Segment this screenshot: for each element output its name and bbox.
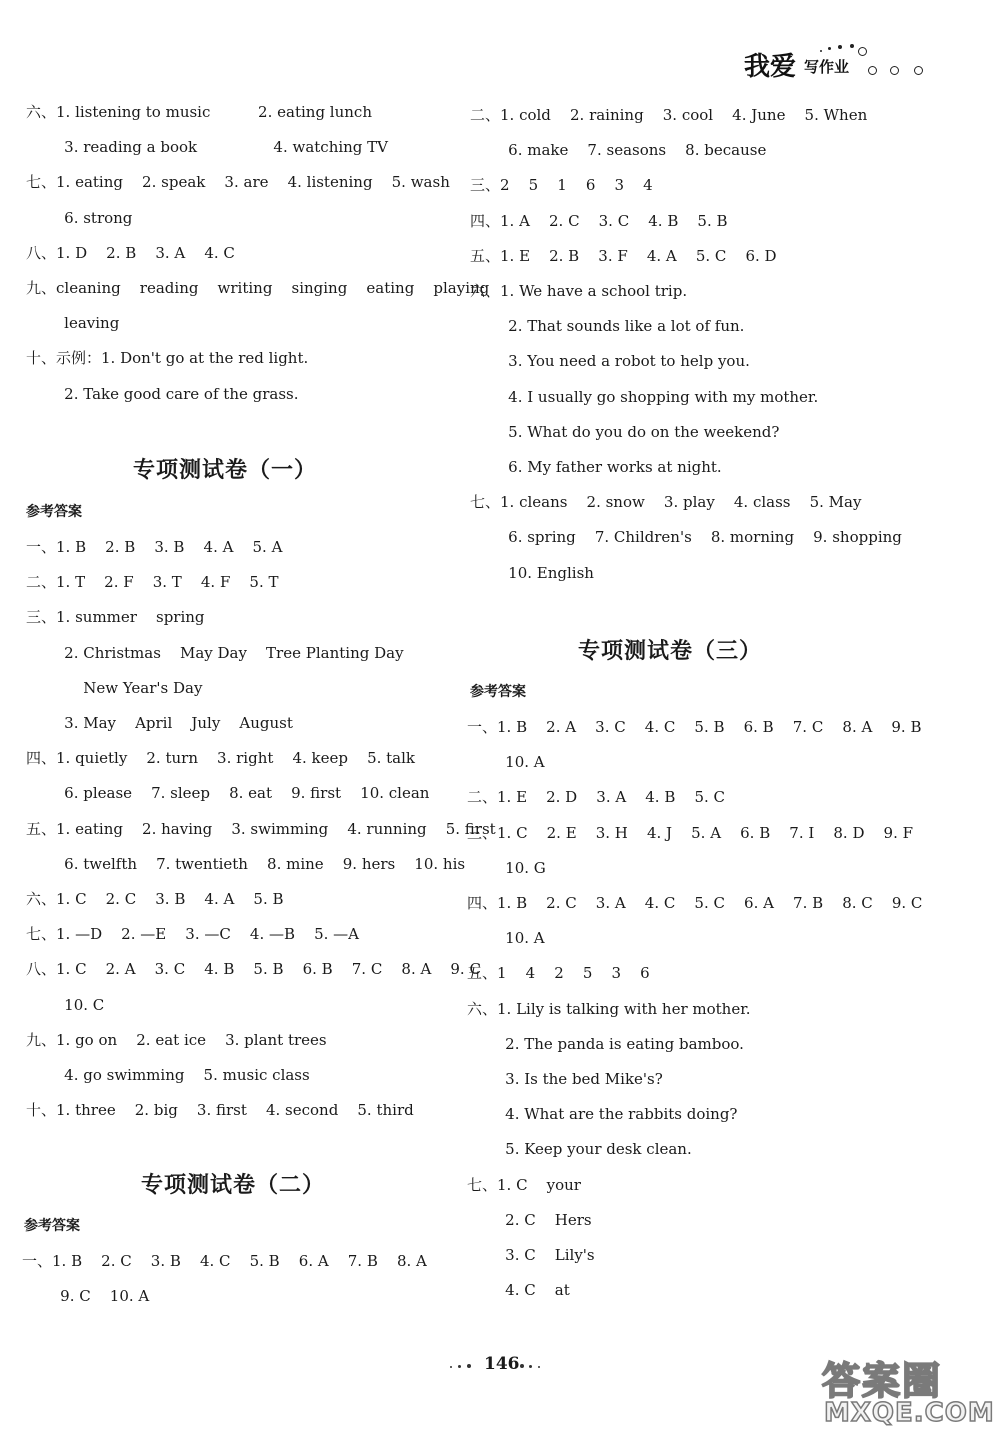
answer-line: 4. I usually go shopping with my mother. [470,387,819,406]
answer-line: 6. make 7. seasons 8. because [470,141,767,160]
brand-ring [858,47,867,56]
answer-line: 三、1. summer spring [26,608,205,627]
brand-dot [828,47,831,50]
brand-dot [820,50,822,52]
answer-line: 6. strong [26,208,133,227]
answer-line: 三、1. C 2. E 3. H 4. J 5. A 6. B 7. I 8. D 9. F [467,823,914,842]
answer-key-label: 参考答案 [26,504,82,520]
answer-line: 3. reading a book 4. watching TV [26,138,389,157]
brand-ring [868,66,877,75]
brand-dot [850,44,854,48]
answer-line: 6. spring 7. Children's 8. morning 9. shopping [470,528,902,547]
page-dot [467,1364,471,1368]
answer-line: 九、cleaning reading writing singing eating playing [26,279,490,297]
page-dot [538,1366,540,1368]
answer-line: 2. Christmas May Day Tree Planting Day [26,643,404,662]
answer-line: 三、2 5 1 6 3 4 [470,176,653,195]
answer-line: 一、1. B 2. B 3. B 4. A 5. A [26,538,283,556]
answer-line: 六、1. listening to music 2. eating lunch [26,103,372,121]
answer-line: 2. Take good care of the grass. [26,384,299,403]
answer-line: 3. You need a robot to help you. [470,352,750,371]
answer-line: 六、1. We have a school trip. [470,282,688,300]
answer-line: 4. C at [467,1281,570,1300]
answer-line: 2. C Hers [467,1210,592,1229]
answer-line: 4. What are the rabbits doing? [467,1105,738,1124]
page-dot [529,1365,532,1368]
answer-line: 5. Keep your desk clean. [467,1140,692,1159]
answer-line: 四、1. B 2. C 3. A 4. C 5. C 6. A 7. B 8. C 9. C [467,894,923,912]
answer-line: 10. English [470,563,594,582]
answer-line: 9. C 10. A [22,1287,150,1306]
answer-line: 九、1. go on 2. eat ice 3. plant trees [26,1030,327,1049]
answer-line: 6. please 7. sleep 8. eat 9. first 10. clean [26,784,430,803]
answer-line: 一、1. B 2. A 3. C 4. C 5. B 6. B 7. C 8. A 9. B [467,718,922,736]
answer-line: 二、1. E 2. D 3. A 4. B 5. C [467,788,725,807]
answer-line: 10. C [26,995,105,1014]
section-title: 专项测试卷（三） [578,639,763,664]
brand-dot [838,45,842,49]
answer-line: 五、1. eating 2. having 3. swimming 4. running 5. first [26,819,496,838]
watermark [822,1350,994,1436]
page-number: 146 [484,1354,520,1374]
answer-line: 十、1. three 2. big 3. first 4. second 5. third [26,1101,414,1120]
brand-ring [914,66,923,75]
answer-line: 6. twelfth 7. twentieth 8. mine 9. hers 10. his [26,854,466,873]
answer-line: 五、1. E 2. B 3. F 4. A 5. C 6. D [470,246,777,265]
answer-line: 六、1. Lily is talking with her mother. [467,999,751,1018]
answer-line: 五、1 4 2 5 3 6 [467,964,650,983]
brand-big-text: 我爱 [744,52,797,82]
brand-ring [890,66,899,75]
answer-line: 六、1. C 2. C 3. B 4. A 5. B [26,890,284,908]
answer-line: 二、1. cold 2. raining 3. cool 4. June 5. When [470,106,868,124]
answer-line: New Year's Day [26,678,203,697]
page-dot [520,1364,524,1368]
section-title: 专项测试卷（二） [141,1173,326,1198]
answer-line: 七、1. —D 2. —E 3. —C 4. —B 5. —A [26,925,359,944]
answer-line: 3. Is the bed Mike's? [467,1070,663,1088]
answer-key-label: 参考答案 [24,1218,80,1234]
answer-line: 6. My father works at night. [470,458,722,476]
answer-line: 2. The panda is eating bamboo. [467,1034,744,1053]
answer-line: 四、1. A 2. C 3. C 4. B 5. B [470,211,728,230]
answer-line: 十、示例：1. Don't go at the red light. [26,349,309,368]
page-dot [458,1365,461,1368]
answer-line: 七、1. cleans 2. snow 3. play 4. class 5. May [470,493,862,512]
answer-line: 一、1. B 2. C 3. B 4. C 5. B 6. A 7. B 8. A [22,1252,427,1270]
answer-line: leaving [26,314,120,333]
brand-small-text: 写作业 [804,58,850,76]
answer-line: 3. May April July August [26,714,293,732]
watermark-bottom: MXQE.COM [824,1398,995,1428]
answer-line: 七、1. C your [467,1175,581,1194]
answer-line: 八、1. D 2. B 3. A 4. C [26,243,235,262]
answer-line: 5. What do you do on the weekend? [470,422,780,441]
answer-line: 10. A [467,929,545,948]
answer-line: 四、1. quietly 2. turn 3. right 4. keep 5. talk [26,749,416,768]
watermark-top: 答案圈 [822,1359,943,1403]
section-title: 专项测试卷（一） [133,458,318,483]
answer-line: 3. C Lily's [467,1246,595,1264]
answer-line: 2. That sounds like a lot of fun. [470,317,745,336]
page-dot [450,1366,452,1368]
answer-line: 七、1. eating 2. speak 3. are 4. listening 5. wash [26,173,450,192]
answer-line: 10. G [467,858,546,877]
answer-line: 二、1. T 2. F 3. T 4. F 5. T [26,573,279,592]
answer-line: 4. go swimming 5. music class [26,1066,310,1084]
answer-key-label: 参考答案 [470,684,526,700]
answer-line: 八、1. C 2. A 3. C 4. B 5. B 6. B 7. C 8. A 9. C [26,960,481,979]
answer-line: 10. A [467,753,545,772]
brand-logo [744,44,944,88]
